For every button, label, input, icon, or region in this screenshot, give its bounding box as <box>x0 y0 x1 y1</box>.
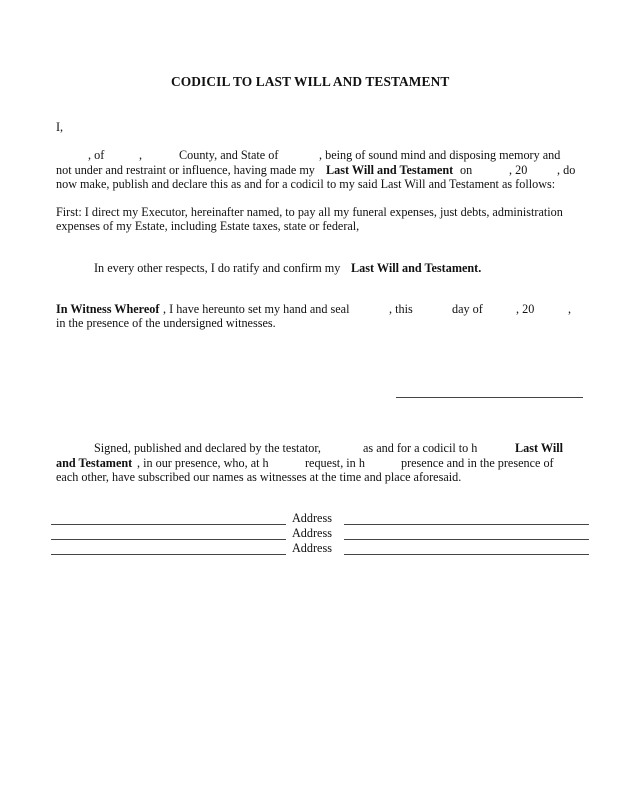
signed-line-1-codicil: as and for a codicil to h <box>363 441 478 455</box>
intro-of: , of <box>88 148 105 162</box>
signed-line-3: each other, have subscribed our names as witnesses at the time and place aforesaid. <box>56 470 462 484</box>
witness-comma: , <box>568 302 572 316</box>
witness-signature-line[interactable] <box>51 524 286 525</box>
witness-twenty: , 20 <box>516 302 535 316</box>
witness-day-of: day of <box>452 302 483 316</box>
signed-line-2-c: presence and in the presence of <box>401 456 554 470</box>
witness-whereof-bold: In Witness Whereof <box>56 302 160 316</box>
witness-address-line[interactable] <box>344 554 589 555</box>
witness-hand-seal: , I have hereunto set my hand and seal <box>163 302 350 316</box>
address-label: Address <box>292 526 332 540</box>
ratify-text: In every other respects, I do ratify and confirm my <box>94 261 341 275</box>
intro-line-4: now make, publish and declare this as and for a codicil to my said Last Will and Testament as follows: <box>56 177 556 191</box>
witness-this: , this <box>389 302 413 316</box>
signed-testament-bold: and Testament <box>56 456 133 470</box>
intro-sound-mind: , being of sound mind and disposing memory and <box>319 148 561 162</box>
witness-presence: in the presence of the undersigned witnesses. <box>56 316 276 330</box>
intro-restraint: not under and restraint or influence, having made my <box>56 163 315 177</box>
intro-line-1: I, <box>56 120 64 134</box>
signed-line-2-b: request, in h <box>305 456 365 470</box>
intro-on: on <box>460 163 473 177</box>
ratify-will-bold: Last Will and Testament. <box>351 261 482 275</box>
witness-address-line[interactable] <box>344 539 589 540</box>
first-line-1: First: I direct my Executor, hereinafter named, to pay all my funeral expenses, just debts, administration <box>56 205 563 219</box>
intro-comma: , <box>139 148 143 162</box>
address-label: Address <box>292 511 332 525</box>
testator-signature-line[interactable] <box>396 397 583 398</box>
signed-line-2-a: , in our presence, who, at h <box>137 456 269 470</box>
witness-address-line[interactable] <box>344 524 589 525</box>
witness-signature-line[interactable] <box>51 539 286 540</box>
intro-county-state: County, and State of <box>179 148 279 162</box>
intro-twenty: , 20 <box>509 163 528 177</box>
witness-signature-line[interactable] <box>51 554 286 555</box>
intro-do: , do <box>557 163 576 177</box>
signed-line-1-text: Signed, published and declared by the testator, <box>94 441 321 455</box>
document-title: CODICIL TO LAST WILL AND TESTAMENT <box>171 74 450 89</box>
intro-will-bold: Last Will and Testament <box>326 163 454 177</box>
first-line-2: expenses of my Estate, including Estate taxes, state or federal, <box>56 219 360 233</box>
signed-will-bold: Last Will <box>515 441 563 455</box>
address-label: Address <box>292 541 332 555</box>
